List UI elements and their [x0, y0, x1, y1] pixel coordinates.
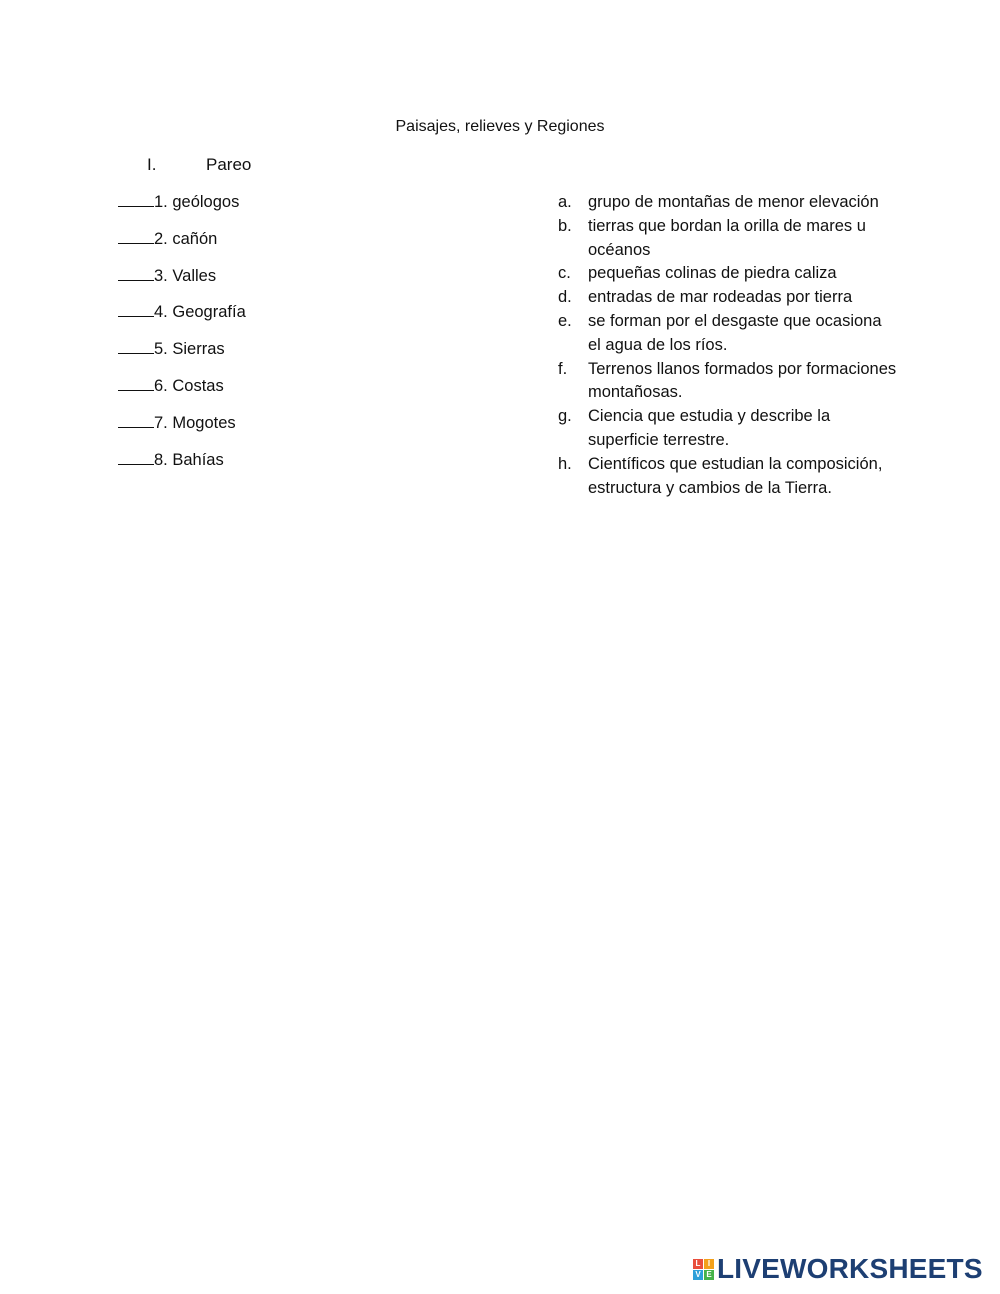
term-number: 5.: [154, 340, 168, 359]
definition-letter: c.: [558, 264, 571, 283]
definition-text: pequeñas colinas de piedra caliza: [588, 264, 837, 283]
answer-blank[interactable]: [118, 375, 154, 391]
liveworksheets-logo: [693, 1254, 983, 1284]
term-number: 8.: [154, 450, 168, 469]
definition-item: [558, 191, 898, 215]
term-item: [118, 191, 246, 228]
term-item: [118, 449, 246, 486]
definition-item: [558, 215, 898, 263]
logo-tile: V: [693, 1270, 703, 1280]
term-text: cañón: [172, 229, 218, 248]
term-item: [118, 338, 246, 375]
definition-text: Terrenos llanos formados por formaciones montañosas.: [588, 359, 897, 402]
answer-blank[interactable]: [118, 449, 154, 465]
logo-text: LIVEWORKSHEETS: [717, 1253, 983, 1284]
terms-list: [118, 191, 246, 485]
term-number: 3.: [154, 266, 168, 285]
term-text: Bahías: [172, 450, 224, 469]
term-item: [118, 375, 246, 412]
answer-blank[interactable]: [118, 338, 154, 354]
definition-text: tierras que bordan la orilla de mares u océanos: [588, 216, 866, 259]
term-text: Valles: [172, 266, 217, 285]
answer-blank[interactable]: [118, 265, 154, 281]
term-text: Mogotes: [172, 413, 236, 432]
definition-letter: a.: [558, 193, 572, 211]
answer-blank[interactable]: [118, 301, 154, 317]
logo-tile: E: [704, 1270, 714, 1280]
term-number: 4.: [154, 303, 168, 322]
definition-text: Ciencia que estudia y describe la superficie terrestre.: [588, 407, 831, 449]
logo-tile: I: [704, 1259, 714, 1269]
definition-text: grupo de montañas de menor elevación: [588, 193, 879, 211]
definition-item: [558, 453, 898, 501]
definition-item: [558, 405, 898, 453]
definition-letter: e.: [558, 311, 572, 330]
term-item: [118, 301, 246, 338]
definition-letter: b.: [558, 216, 572, 235]
definition-item: [558, 358, 898, 406]
term-text: geólogos: [172, 193, 240, 211]
term-number: 7.: [154, 413, 168, 432]
term-text: Sierras: [172, 340, 225, 359]
definition-letter: f.: [558, 359, 568, 378]
section-heading: [147, 155, 251, 175]
definition-text: se forman por el desgaste que ocasiona el agua de los ríos.: [588, 311, 882, 354]
definition-item: [558, 310, 898, 358]
answer-blank[interactable]: [118, 412, 154, 428]
definition-item: [558, 262, 898, 286]
definition-text: entradas de mar rodeadas por tierra: [588, 288, 853, 307]
term-number: 1.: [154, 193, 168, 211]
term-text: Geografía: [172, 303, 246, 322]
section-label: Pareo: [206, 155, 252, 174]
term-number: 6.: [154, 376, 168, 395]
definitions-list: [558, 191, 898, 500]
definition-letter: d.: [558, 288, 572, 307]
logo-tile: L: [693, 1259, 703, 1269]
page-title: Paisajes, relieves y Regiones: [395, 118, 605, 135]
logo-icon: [693, 1259, 714, 1280]
definition-letter: g.: [558, 407, 572, 426]
answer-blank[interactable]: [118, 228, 154, 244]
section-numeral: I.: [147, 155, 157, 174]
answer-blank[interactable]: [118, 191, 154, 207]
definition-text: Científicos que estudian la composición, estructura y cambios de la Tierra.: [588, 454, 883, 497]
term-item: [118, 228, 246, 265]
definition-item: [558, 286, 898, 310]
term-item: [118, 412, 246, 449]
term-number: 2.: [154, 229, 168, 248]
definition-letter: h.: [558, 454, 572, 473]
term-text: Costas: [172, 376, 224, 395]
term-item: [118, 265, 246, 302]
